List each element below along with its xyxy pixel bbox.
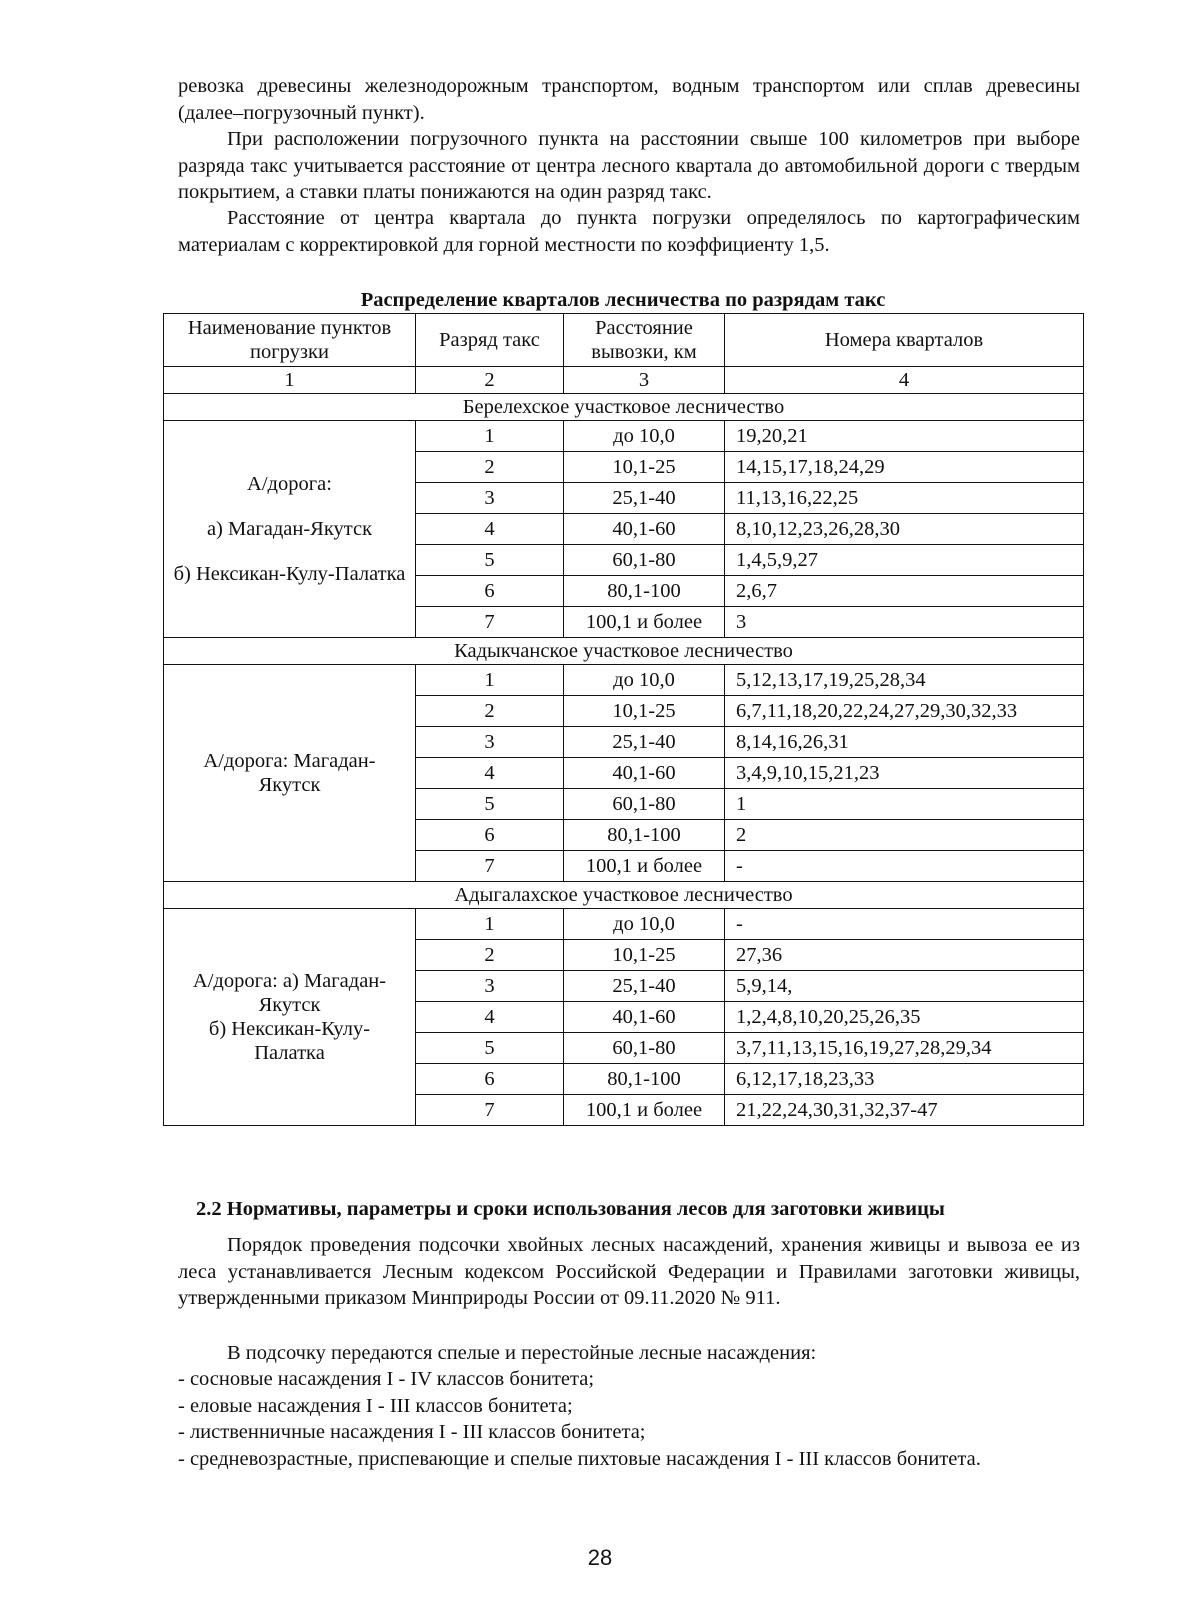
page-number: 28 [587,1545,613,1570]
paragraph-text: Расстояние от центра квартала до пункта погрузки определялось по картографическим материалам с корректировкой для горной местности по коэффициенту 1,5. [178,207,1080,256]
quarter-numbers-cell: 5,12,13,17,19,25,28,34 [725,665,1084,696]
distance-cell: 25,1-40 [564,727,725,758]
paragraph-loading-point-distance [178,126,1080,206]
tax-rank-cell: 1 [416,909,564,940]
paragraph-text: При расположении погрузочного пункта на расстоянии свыше 100 километров при выборе разряда такс учитывается расстояние от центра лесного квартала до автомобильной дороги с твердым покрытием, а ставки платы понижаются на один разряд такс. [178,128,1080,203]
distance-cell: 10,1-25 [564,696,725,727]
tax-rank-cell: 6 [416,1064,564,1095]
quarter-numbers-cell: 3 [725,607,1084,638]
table-caption: Распределение кварталов лесничества по разрядам такс [360,289,886,311]
section-title-row [164,882,1084,909]
paragraph-distance-method [178,205,1080,258]
quarters-by-tax-rank-table [163,313,1084,1126]
quarter-numbers-cell: 27,36 [725,940,1084,971]
distance-cell: 40,1-60 [564,514,725,545]
tax-rank-cell: 6 [416,820,564,851]
loading-point: А/дорога: [247,473,332,495]
header-distance: Расстояние вывозки, км [564,314,725,367]
tax-rank-cell: 5 [416,789,564,820]
tax-rank-cell: 7 [416,851,564,882]
tax-rank-cell: 3 [416,483,564,514]
distance-cell: до 10,0 [564,665,725,696]
table-row [164,665,1084,696]
distance-cell: 80,1-100 [564,820,725,851]
quarter-numbers-cell: 8,14,16,26,31 [725,727,1084,758]
quarter-numbers-cell: 1,4,5,9,27 [725,545,1084,576]
quarter-numbers-cell: 5,9,14, [725,971,1084,1002]
quarter-numbers-cell: 21,22,24,30,31,32,37-47 [725,1095,1084,1126]
distance-cell: 80,1-100 [564,1064,725,1095]
distance-cell: 100,1 и более [564,1095,725,1126]
quarter-numbers-cell: 19,20,21 [725,421,1084,452]
paragraph-tapping-stands [178,1340,1080,1367]
distance-cell: до 10,0 [564,909,725,940]
quarter-numbers-cell: 2 [725,820,1084,851]
paragraph-text: Порядок проведения подсочки хвойных лесных насаждений, хранения живицы и вывоза ее из леса устанавливается Лесным кодексом Российской Федерации и Правилами заготовки живицы, утвержденными приказом Минприроды России от 09.11.2020 № 911. [178,1234,1080,1309]
header-loading-points: Наименование пунктов погрузки [164,314,416,367]
distance-cell: до 10,0 [564,421,725,452]
paragraph-tapping-order [178,1232,1080,1312]
quarter-numbers-cell: 1 [725,789,1084,820]
loading-point: А/дорога: а) Магадан-Якутск [192,970,387,1016]
column-number: 2 [416,367,564,394]
column-number: 1 [164,367,416,394]
tax-rank-cell: 4 [416,1002,564,1033]
distance-cell: 10,1-25 [564,940,725,971]
distance-cell: 100,1 и более [564,851,725,882]
quarter-numbers-cell: 2,6,7 [725,576,1084,607]
quarter-numbers-cell: - [725,909,1084,940]
distance-cell: 25,1-40 [564,483,725,514]
quarter-numbers-cell: 6,12,17,18,23,33 [725,1064,1084,1095]
section-title-row [164,638,1084,665]
distance-cell: 25,1-40 [564,971,725,1002]
forestry-section-title: Берелехское участковое лесничество [164,394,1084,421]
header-quarter-numbers: Номера кварталов [725,314,1084,367]
distance-cell: 60,1-80 [564,545,725,576]
quarter-numbers-cell: 8,10,12,23,26,28,30 [725,514,1084,545]
column-number-row [164,367,1084,394]
quarter-numbers-cell: 3,7,11,13,15,16,19,27,28,29,34 [725,1033,1084,1064]
tax-rank-cell: 2 [416,452,564,483]
tax-rank-cell: 3 [416,971,564,1002]
quarter-numbers-cell: 6,7,11,18,20,22,24,27,29,30,32,33 [725,696,1084,727]
distance-cell: 40,1-60 [564,1002,725,1033]
tax-rank-cell: 4 [416,514,564,545]
tax-rank-cell: 2 [416,696,564,727]
distance-cell: 10,1-25 [564,452,725,483]
list-item: - лиственничные насаждения I - III классов бонитета; [178,1421,646,1443]
tax-rank-cell: 2 [416,940,564,971]
quarter-numbers-cell: 3,4,9,10,15,21,23 [725,758,1084,789]
tax-rank-cell: 7 [416,1095,564,1126]
section-heading: 2.2 Нормативы, параметры и сроки использования лесов для заготовки живицы [196,1198,945,1220]
quarter-numbers-cell: 1,2,4,8,10,20,25,26,35 [725,1002,1084,1033]
table-row [164,909,1084,940]
tax-rank-cell: 5 [416,1033,564,1064]
loading-points-cell [164,421,416,638]
quarter-numbers-cell: 11,13,16,22,25 [725,483,1084,514]
paragraph-text: В подсочку передаются спелые и перестойные лесные насаждения: [227,1342,817,1364]
forestry-section-title: Адыгалахское участковое лесничество [164,882,1084,909]
table-header-row [164,314,1084,367]
header-tax-rank: Разряд такс [416,314,564,367]
distance-cell: 60,1-80 [564,789,725,820]
loading-point: а) Магадан-Якутск [206,518,373,540]
loading-points-cell [164,665,416,882]
tax-rank-cell: 7 [416,607,564,638]
tax-rank-cell: 1 [416,665,564,696]
stand-list [178,1366,1080,1472]
tax-rank-cell: 3 [416,727,564,758]
loading-points-cell [164,909,416,1126]
distance-cell: 100,1 и более [564,607,725,638]
loading-point: А/дорога: Магадан-Якутск [203,750,376,796]
column-number: 3 [564,367,725,394]
section-title-row [164,394,1084,421]
list-item: - еловые насаждения I - III классов бонитета; [178,1394,573,1417]
quarter-numbers-cell: - [725,851,1084,882]
table-row [164,421,1084,452]
distance-cell: 80,1-100 [564,576,725,607]
quarter-numbers-cell: 14,15,17,18,24,29 [725,452,1084,483]
list-item: - сосновые насаждения I - IV классов бонитета; [178,1368,595,1390]
tax-rank-cell: 6 [416,576,564,607]
forestry-section-title: Кадыкчанское участковое лесничество [164,638,1084,665]
loading-point: б) Нексикан-Кулу-Палатка [208,1018,371,1064]
loading-point: б) Нексикан-Кулу-Палатка [173,563,406,585]
tax-rank-cell: 1 [416,421,564,452]
distance-cell: 40,1-60 [564,758,725,789]
column-number: 4 [725,367,1084,394]
tax-rank-cell: 4 [416,758,564,789]
paragraph-transport: ревозка древесины железнодорожным транспортом, водным транспортом или сплав древесины (далее–погрузочный пункт). [178,75,1080,124]
list-item: - средневозрастные, приспевающие и спелые пихтовые насаждения I - III классов бонитета. [178,1447,981,1470]
distance-cell: 60,1-80 [564,1033,725,1064]
tax-rank-cell: 5 [416,545,564,576]
